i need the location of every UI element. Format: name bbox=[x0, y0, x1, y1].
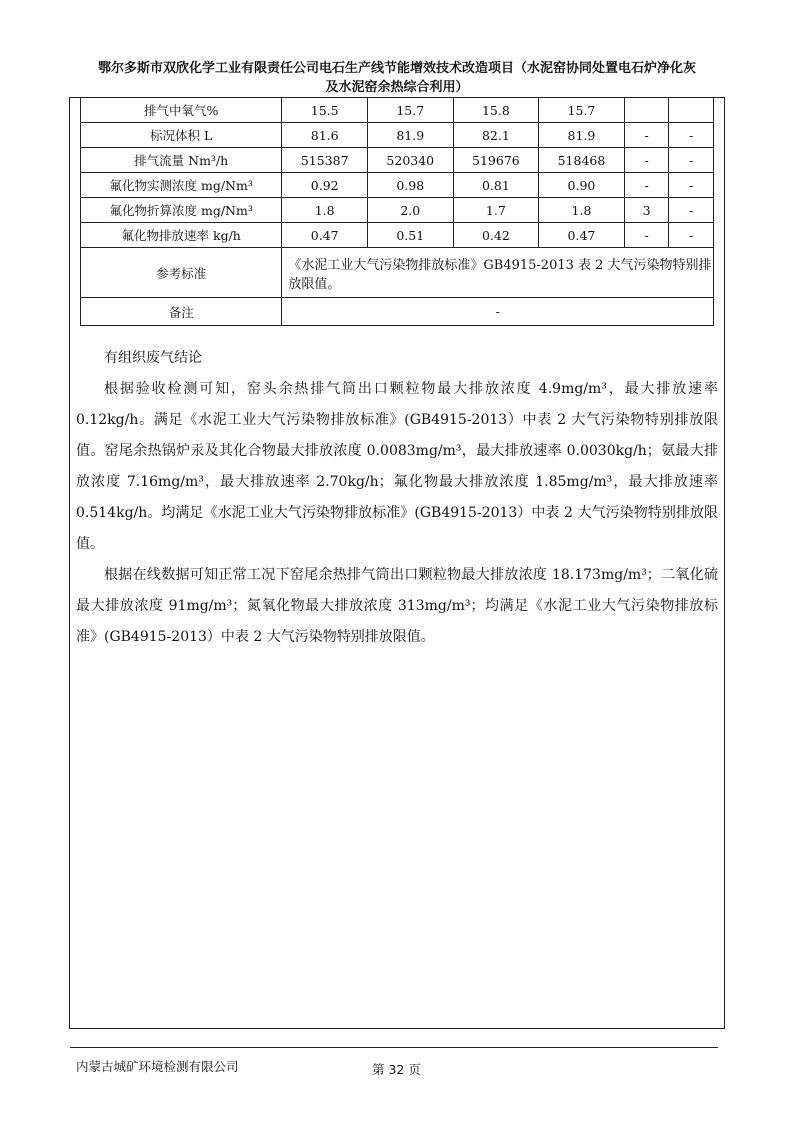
footer-divider bbox=[70, 1047, 718, 1048]
standard-value: 《水泥工业大气污染物排放标准》GB4915-2013 表 2 大气污染物特别排放限值。 bbox=[282, 248, 714, 298]
table-cell: - bbox=[669, 173, 714, 198]
row-label: 排气流量 Nm³/h bbox=[81, 148, 282, 173]
paragraph-1: 根据验收检测可知，窑头余热排气筒出口颗粒物最大排放浓度 4.9mg/m³，最大排放速率 0.12kg/h。满足《水泥工业大气污染物排放标准》(GB4915-2013）中表 2 大气污染物特别排放限值。窑尾余热锅炉汞及其化合物最大排放浓度 0.0083mg/m³，最大排放速率 0.0030kg/h；氨最大排放浓度 7.16mg/m³，最大排放速率 2.70kg/h；氟化物最大排放浓度 1.85mg/m³，最大排放速率 0.514kg/h。均满足《水泥工业大气污染物排放标准》(GB4915-2013）中表 2 大气污染物特别排放限值。 bbox=[76, 381, 718, 552]
row-label: 排气中氧气% bbox=[81, 98, 282, 123]
table-row bbox=[81, 198, 714, 223]
page-number: 第 32 页 bbox=[372, 1062, 421, 1077]
row-label: 氟化物折算浓度 mg/Nm³ bbox=[81, 198, 282, 223]
table-cell: 1.7 bbox=[453, 198, 539, 223]
table-cell bbox=[624, 98, 669, 123]
table-cell: 518468 bbox=[539, 148, 625, 173]
table-cell: 2.0 bbox=[367, 198, 453, 223]
note-row bbox=[81, 298, 714, 326]
table-cell: 81.9 bbox=[539, 123, 625, 148]
table-row bbox=[81, 148, 714, 173]
table-row bbox=[81, 173, 714, 198]
table-cell: 0.98 bbox=[367, 173, 453, 198]
footer-company: 内蒙古城矿环境检测有限公司 bbox=[76, 1059, 239, 1074]
table-row bbox=[81, 98, 714, 123]
table-cell: 82.1 bbox=[453, 123, 539, 148]
table-cell: 15.8 bbox=[453, 98, 539, 123]
table-cell: 81.6 bbox=[282, 123, 368, 148]
table-cell: 81.9 bbox=[367, 123, 453, 148]
table-cell: 3 bbox=[624, 198, 669, 223]
table-cell: - bbox=[624, 148, 669, 173]
table-cell: - bbox=[669, 223, 714, 248]
table-cell: 519676 bbox=[453, 148, 539, 173]
table-cell: 15.5 bbox=[282, 98, 368, 123]
emission-table bbox=[80, 97, 714, 326]
table-cell: 0.42 bbox=[453, 223, 539, 248]
table-row bbox=[81, 123, 714, 148]
table-cell: - bbox=[669, 198, 714, 223]
table-cell: 0.81 bbox=[453, 173, 539, 198]
paragraph-2: 根据在线数据可知正常工况下窑尾余热排气筒出口颗粒物最大排放浓度 18.173mg/m³；二氧化硫最大排放浓度 91mg/m³；氮氧化物最大排放浓度 313mg/m³；均满足《水泥工业大气污染物排放标准》(GB4915-2013）中表 2 大气污染物特别排放限值。 bbox=[76, 567, 718, 645]
row-label: 标况体积 L bbox=[81, 123, 282, 148]
table-cell: 1.8 bbox=[539, 198, 625, 223]
table-cell: 0.92 bbox=[282, 173, 368, 198]
table-cell: 1.8 bbox=[282, 198, 368, 223]
row-label: 氟化物实测浓度 mg/Nm³ bbox=[81, 173, 282, 198]
conclusion-section bbox=[76, 343, 718, 653]
standard-label: 参考标准 bbox=[81, 248, 282, 298]
table-cell: - bbox=[624, 173, 669, 198]
table-row bbox=[81, 223, 714, 248]
table-cell: 515387 bbox=[282, 148, 368, 173]
table-cell: - bbox=[624, 123, 669, 148]
table-cell: 15.7 bbox=[539, 98, 625, 123]
table-cell: - bbox=[669, 148, 714, 173]
table-cell: 520340 bbox=[367, 148, 453, 173]
row-label: 氟化物排放速率 kg/h bbox=[81, 223, 282, 248]
standard-row bbox=[81, 248, 714, 298]
table-cell bbox=[669, 98, 714, 123]
table-cell: 15.7 bbox=[367, 98, 453, 123]
table-cell: 0.90 bbox=[539, 173, 625, 198]
table-cell: - bbox=[624, 223, 669, 248]
table-cell: 0.51 bbox=[367, 223, 453, 248]
document-header bbox=[70, 59, 724, 97]
section-heading: 有组织废气结论 bbox=[104, 350, 202, 366]
table-cell: - bbox=[669, 123, 714, 148]
note-value: - bbox=[282, 298, 714, 326]
header-line-2: 及水泥窑余热综合利用） bbox=[325, 80, 469, 95]
table-cell: 0.47 bbox=[282, 223, 368, 248]
note-label: 备注 bbox=[81, 298, 282, 326]
header-line-1: 鄂尔多斯市双欣化学工业有限责任公司电石生产线节能增效技术改造项目（水泥窑协同处置电石炉净化灰 bbox=[97, 61, 696, 76]
table-cell: 0.47 bbox=[539, 223, 625, 248]
